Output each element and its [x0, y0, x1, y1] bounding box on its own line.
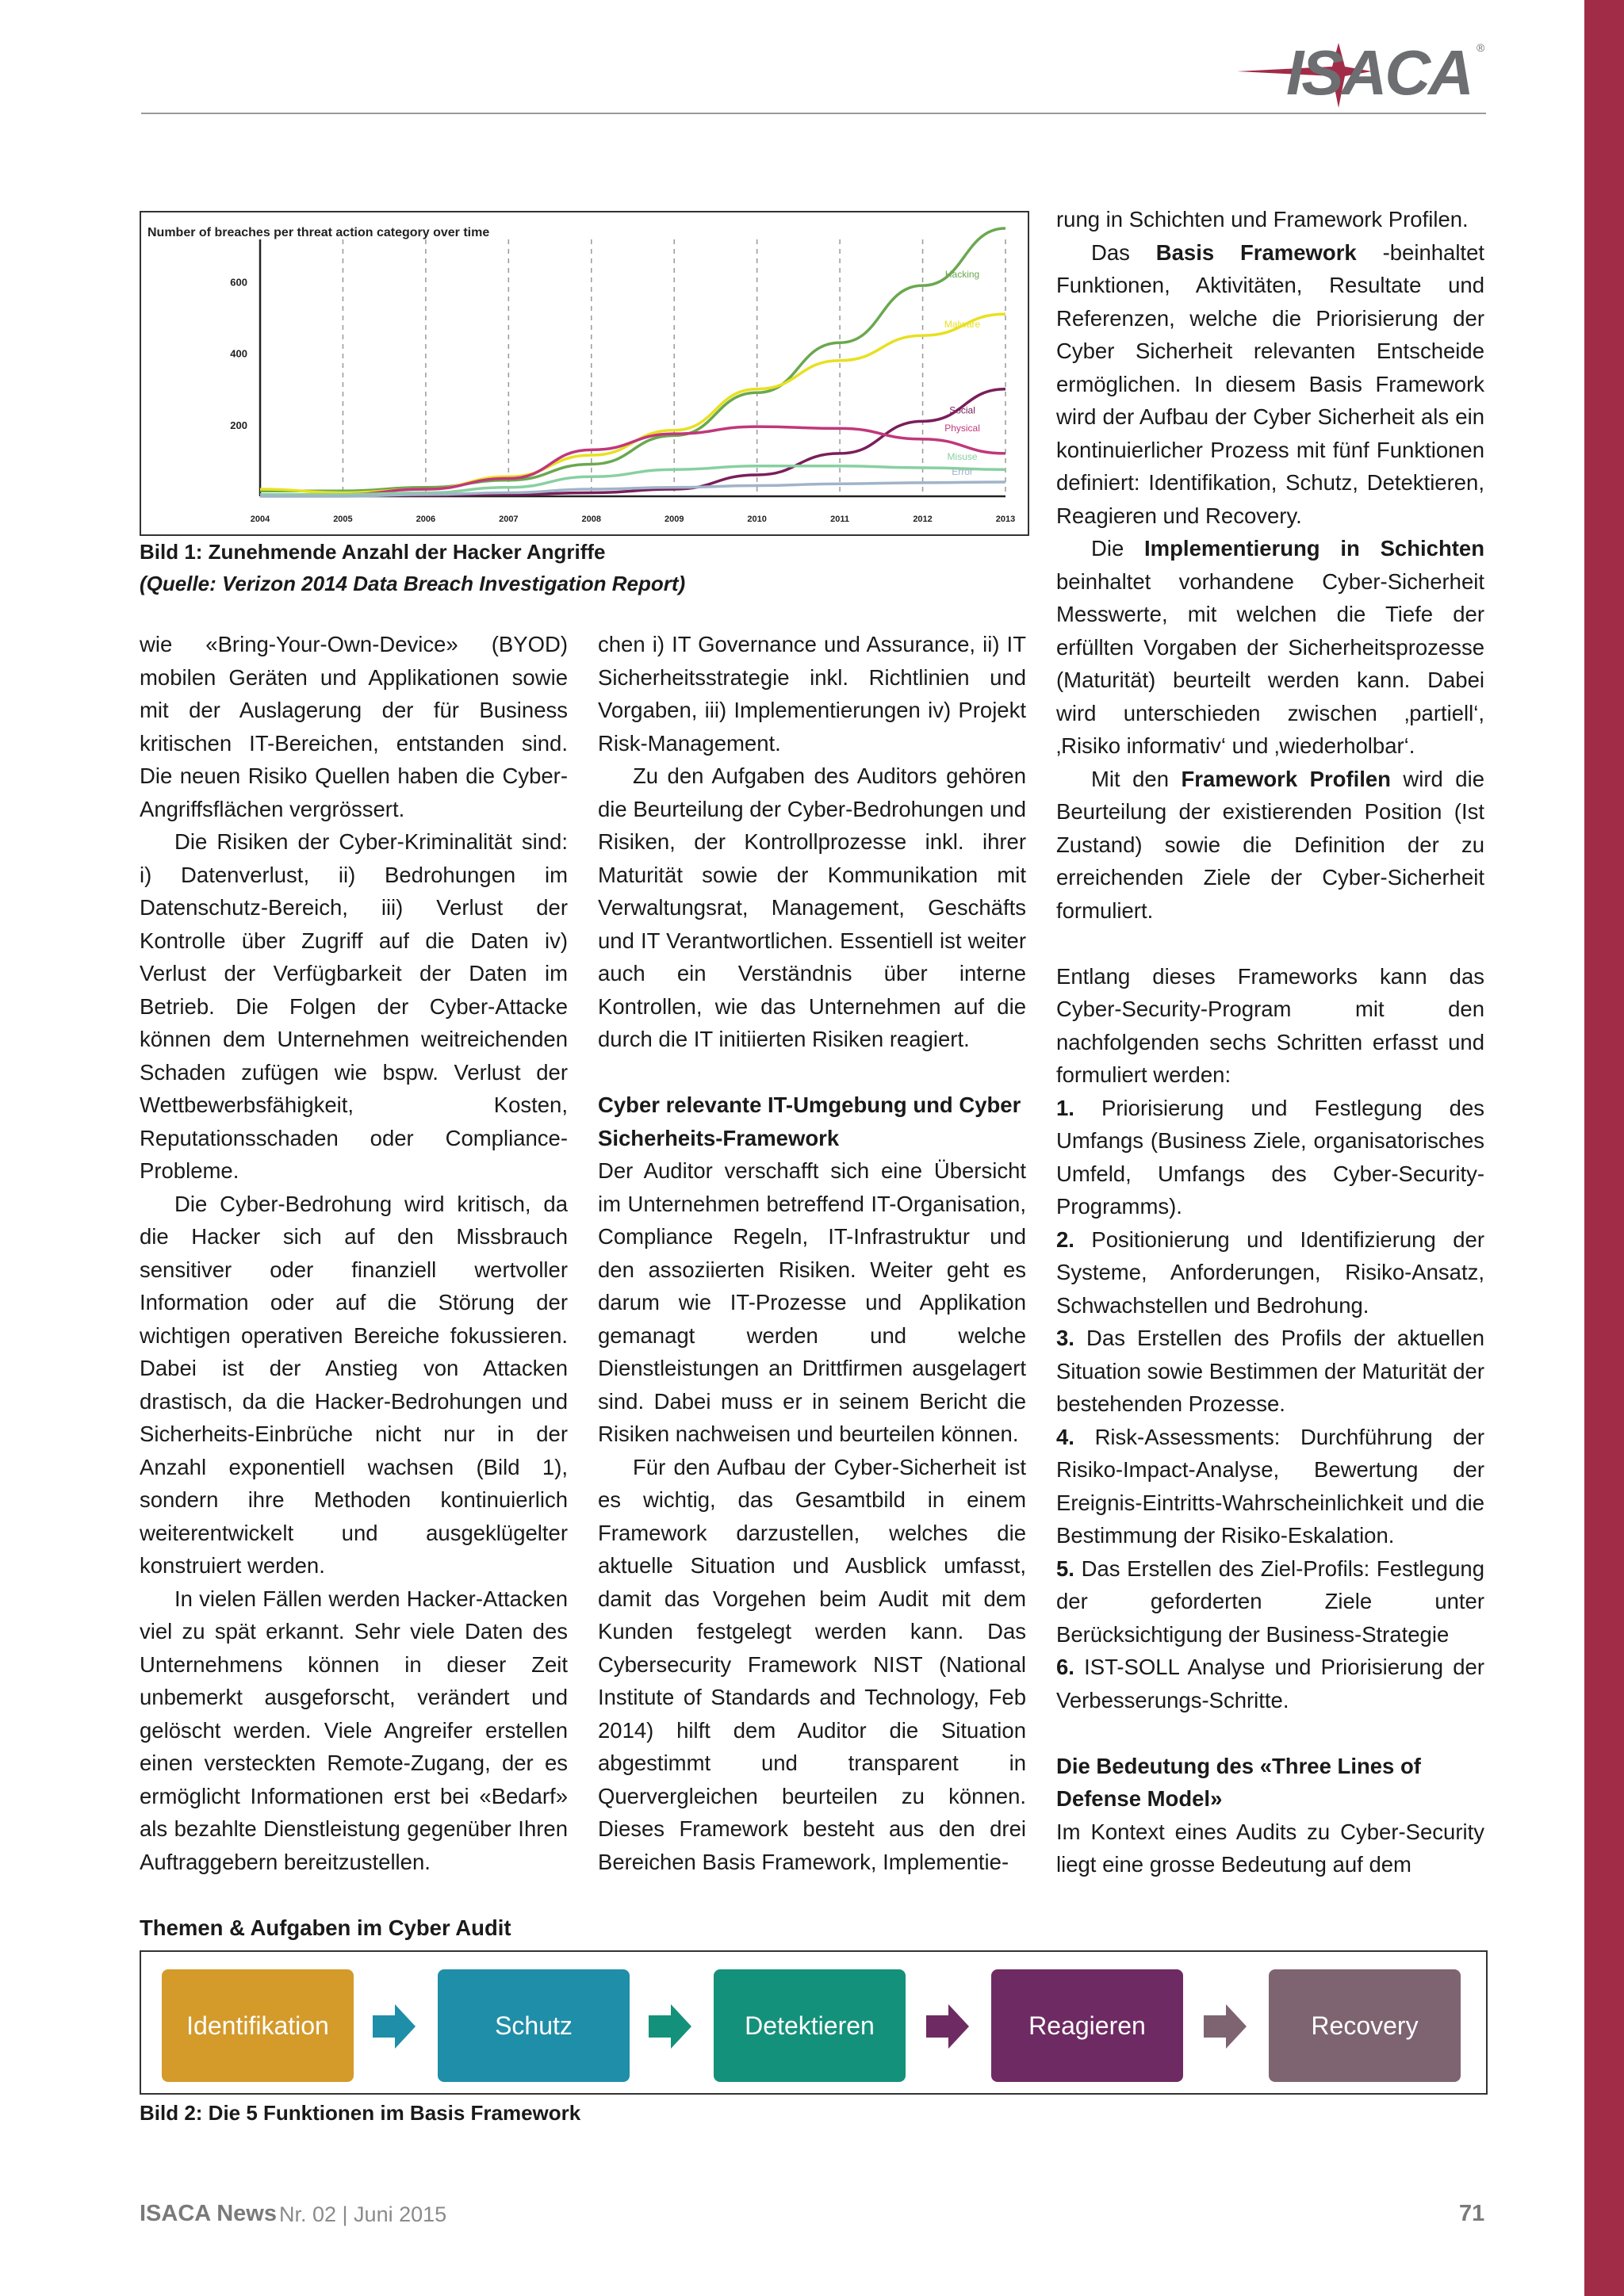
function-reagieren: Reagieren [991, 1969, 1183, 2082]
x-tick-label: 2011 [830, 515, 850, 524]
x-tick-label: 2008 [581, 515, 602, 524]
step-text: IST-SOLL Analyse und Priorisierung der Verbesserungs-Schritte. [1056, 1655, 1484, 1712]
column-3 [1056, 203, 1484, 1881]
series-label-hacking: Hacking [944, 269, 980, 281]
y-tick-label: 400 [230, 347, 247, 360]
col2-heading-framework: Cyber relevante IT-Umgebung und Cyber Sicherheits-Framework [598, 1093, 1021, 1150]
figure1-caption-title: Bild 1: Zunehmende Anzahl der Hacker Angriffe [140, 540, 606, 564]
series-label-misuse: Misuse [947, 450, 978, 462]
figure1-caption-source: (Quelle: Verizon 2014 Data Breach Investigation Report) [140, 572, 686, 595]
column-1 [140, 628, 568, 2010]
y-tick-label: 600 [230, 276, 247, 289]
col3-p4-pre: Mit den [1091, 766, 1182, 791]
logo-wordmark: ISACA [1286, 37, 1472, 108]
list-item [1056, 1223, 1484, 1322]
arrow-right-icon [1204, 2004, 1247, 2049]
step-text: Priorisierung und Festlegung des Umfangs (Business Ziele, organisatorisches Umfeld, Umfangs des Cyber-Security-Programms). [1056, 1095, 1484, 1219]
col2-paragraph-4: Für den Aufbau der Cyber-Sicherheit ist es wichtig, das Gesamtbild in einem Framework darzustellen, welches die aktuelle Situation und Ausblick umfasst, damit das Vorgehen beim Audit mit dem Kunden festgelegt werden kann. Das Cybersecurity Framework NIST (National Institute of Standards and Technology, Feb 2014) hilft dem Auditor die Situation abgestimmt und transparent in Quervergleichen beurteilen zu können. Dieses Framework besteht aus den drei Bereichen Basis Framework, Implementie- [598, 1454, 1026, 1874]
step-number: 6. [1056, 1655, 1074, 1679]
side-color-bar [1584, 0, 1624, 2296]
step-number: 4. [1056, 1424, 1074, 1449]
col3-paragraph-4 [1056, 763, 1484, 928]
x-tick-label: 2007 [499, 515, 519, 524]
col3-p2-post: -beinhaltet Funktionen, Aktivitäten, Resultate und Referenzen, welche die Priorisierung der Cyber Sicherheit relevanten Entscheide ermöglichen. In diesem Basis Framework wird der Aufbau der Cyber Sicherheit als ein kontinuierlicher Prozess mit fünf Funktionen definiert: Identifikation, Schutz, Detektieren, Reagieren und Recovery. [1056, 239, 1485, 528]
arrow-right-icon [926, 2004, 969, 2049]
col1-heading-cyber-audit: Themen & Aufgaben im Cyber Audit [140, 1915, 511, 1940]
figure1-caption [140, 536, 1028, 599]
list-item [1056, 1552, 1484, 1651]
col3-p2-bold: Basis Framework [1155, 239, 1357, 265]
col3-paragraph-5: Entlang dieses Frameworks kann das Cyber-Security-Program mit den nachfolgenden sechs Schritten erfasst und formuliert werden: [1056, 963, 1484, 1087]
figure2-caption: Bild 2: Die 5 Funktionen im Basis Framework [140, 2101, 581, 2125]
col2-paragraph-1: chen i) IT Governance und Assurance, ii) IT Sicherheitsstrategie inkl. Richtlinien und Vorgaben, iii) Implementierungen iv) Projekt Risk-Management. [598, 632, 1026, 756]
column-2 [598, 628, 1026, 1878]
col3-p3-post: beinhaltet vorhandene Cyber-Sicherheit Messwerte, mit welchen die Tiefe der erfüllten Vorgaben der Sicherheitsprozesse (Maturität) beurteilt werden kann. Dabei wird unterschieden zwischen ‚partiell‘, ‚Risiko informativ‘ und ‚wiederholbar‘. [1056, 568, 1484, 758]
page-number: 71 [1459, 2201, 1485, 2226]
chart-title: Number of breaches per threat action category over time [147, 226, 490, 239]
breach-chart [140, 211, 1029, 536]
x-tick-label: 2013 [995, 515, 1016, 524]
x-tick-label: 2005 [333, 515, 353, 524]
step-number: 1. [1056, 1095, 1074, 1120]
col1-paragraph-2: Die Risiken der Cyber-Kriminalität sind: i) Datenverlust, ii) Bedrohungen im Datenschutz-Bereich, iii) Verlust der Kontrolle über Zugriff auf die Daten iv) Verlust der Verfügbarkeit der Daten im Betrieb. Die Folgen der Cyber-Attacke können dem Unternehmen weitreichenden Schaden zufügen wie bspw. Verlust der Wettbewerbsfähigkeit, Kosten, Reputationsschaden oder Compliance-Probleme. [140, 829, 568, 1183]
x-tick-label: 2012 [913, 515, 933, 524]
logo-registered-mark: ® [1477, 41, 1485, 54]
arrow-right-icon [373, 2004, 416, 2049]
step-text: Das Erstellen des Profils der aktuellen Situation sowie Bestimmen der Maturität der bestehenden Prozesse. [1056, 1326, 1484, 1416]
step-number: 5. [1056, 1556, 1074, 1581]
col3-paragraph-6: Im Kontext eines Audits zu Cyber-Security liegt eine grosse Bedeutung auf dem [1056, 1819, 1484, 1877]
footer-issue: Nr. 02 | Juni 2015 [279, 2202, 447, 2226]
arrow-right-icon [649, 2004, 691, 2049]
col3-heading-three-lines: Die Bedeutung des «Three Lines of Defense Model» [1056, 1753, 1421, 1811]
col1-paragraph-3: Die Cyber-Bedrohung wird kritisch, da die Hacker sich auf den Missbrauch sensitiver oder finanziell wertvoller Information oder auf die Störung der wichtigen operativen Bereiche fokussieren. Dabei ist der Anstieg von Attacken drastisch, da die Hacker-Bedrohungen und Sicherheits-Einbrüche nicht nur in der Anzahl exponentiell wachsen (Bild 1), sondern ihre Methoden kontinuierlich weiterentwickelt und ausgeklügelter konstruiert werden. [140, 1191, 568, 1578]
step-text: Positionierung und Identifizierung der Systeme, Anforderungen, Risiko-Ansatz, Schwachstellen und Bedrohung. [1056, 1226, 1484, 1318]
series-line-hacking [260, 228, 1005, 491]
breach-chart-svg [141, 212, 1028, 534]
x-tick-label: 2006 [416, 515, 436, 524]
col2-paragraph-3: Der Auditor verschafft sich eine Übersicht im Unternehmen betreffend IT-Organisation, Compliance Regeln, IT-Infrastruktur und den assoziierten Risiken. Weiter geht es darum wie IT-Prozesse und Applikation gemanagt werden und welche Dienstleistungen an Drittfirmen ausgelagert sind. Dabei muss er in seinem Bericht die Risiken nachweisen und beurteilen können. [598, 1158, 1026, 1446]
series-label-physical: Physical [944, 422, 980, 434]
step-text: Das Erstellen des Ziel-Profils: Festlegung der geforderten Ziele unter Berücksichtigung der Business-Strategie [1056, 1556, 1484, 1647]
col3-p2-pre: Das [1091, 239, 1156, 265]
framework-functions-diagram [140, 1950, 1488, 2095]
list-item [1056, 1421, 1484, 1552]
y-tick-label: 200 [230, 419, 247, 431]
col3-p4-post: wird die Beurteilung der existierenden Position (Ist Zustand) sowie die Definition der zu erreichenden Ziele der Cyber-Sicherheit formuliert. [1056, 766, 1484, 923]
series-label-malware: Malware [944, 319, 981, 331]
col3-paragraph-3 [1056, 532, 1484, 763]
x-tick-label: 2004 [250, 515, 270, 524]
function-identifikation: Identifikation [162, 1969, 354, 2082]
step-number: 2. [1056, 1226, 1074, 1252]
function-recovery: Recovery [1269, 1969, 1461, 2082]
step-number: 3. [1056, 1326, 1074, 1350]
list-item [1056, 1651, 1484, 1716]
x-tick-label: 2010 [747, 515, 767, 524]
col3-p3-pre: Die [1091, 536, 1145, 561]
col2-paragraph-2: Zu den Aufgaben des Auditors gehören die Beurteilung der Cyber-Bedrohungen und Risiken, der Kontrollprozesse inkl. ihrer Maturität sowie der Kommunikation mit Verwaltungsrat, Management, Geschäfts und IT Verantwortlichen. Essentiell ist weiter auch ein Verständnis über interne Kontrollen, wie das Unternehmen auf die durch die IT initiierten Risiken reagiert. [598, 763, 1026, 1051]
step-text: Risk-Assessments: Durchführung der Risiko-Impact-Analyse, Bewertung der Ereignis-Eintritts-Wahrscheinlichkeit und die Bestimmung der Risiko-Eskalation. [1056, 1424, 1484, 1548]
series-label-error: Error [952, 465, 973, 477]
series-label-social: Social [949, 404, 975, 416]
function-detektieren: Detektieren [714, 1969, 906, 2082]
list-item [1056, 1322, 1484, 1421]
col3-paragraph-1: rung in Schichten und Framework Profilen. [1056, 207, 1469, 232]
col1-paragraph-4: In vielen Fällen werden Hacker-Attacken viel zu spät erkannt. Sehr viele Daten des Unternehmens können in dieser Zeit unbemerkt ausgeforscht, verändert und gelöscht werden. Viele Angreifer erstellen einen versteckten Remote-Zugang, der es ermöglicht Informationen erst bei «Bedarf» als bezahlte Dienstleistung gegenüber Ihren Auftraggebern bereitzustellen. [140, 1586, 568, 1874]
col3-p3-bold: Implementierung in Schichten [1144, 536, 1485, 561]
col1-paragraph-1: wie «Bring-Your-Own-Device» (BYOD) mobilen Geräten und Applikationen sowie mit der Auslagerung der für Business kritischen IT-Bereichen, entstanden sind. Die neuen Risiko Quellen haben die Cyber-Angriffsflächen vergrössert. [140, 632, 568, 821]
list-item [1056, 1092, 1484, 1223]
x-tick-label: 2009 [664, 515, 684, 524]
col3-p4-bold: Framework Profilen [1181, 766, 1391, 791]
col3-paragraph-2 [1056, 236, 1484, 533]
header-rule [141, 113, 1486, 114]
function-schutz: Schutz [438, 1969, 630, 2082]
footer-brand: ISACA News [140, 2201, 277, 2226]
